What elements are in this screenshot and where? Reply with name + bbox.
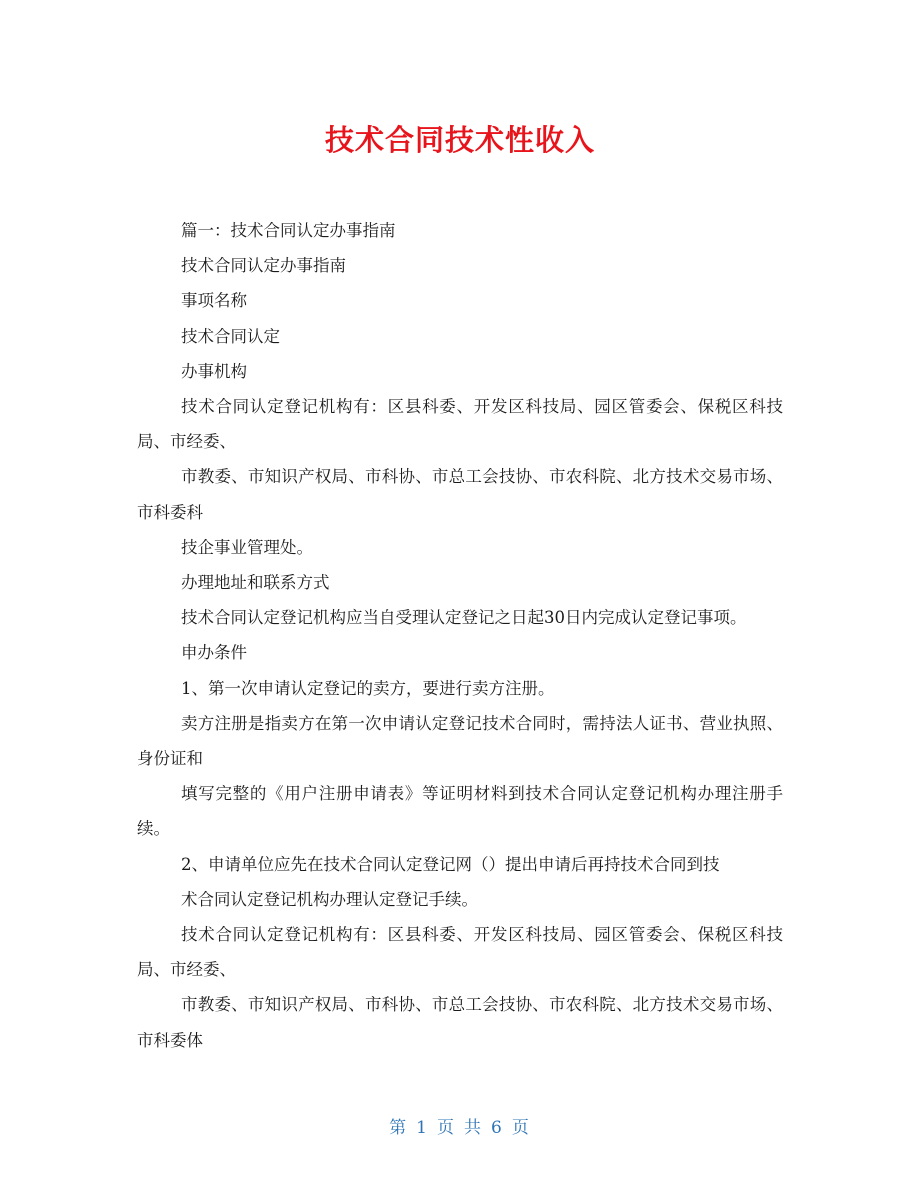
paragraph: 技术合同认定办事指南 [181,256,346,276]
footer-page-mid: 页 [437,1118,456,1138]
paragraph: 事项名称 [181,291,247,311]
paragraph: 市教委、市知识产权局、市科协、市总工会技协、市农科院、北方技术交易市场、市科委体 [137,995,783,1050]
paragraph: 办事机构 [181,361,247,381]
document-title: 技术合同技术性收入 [324,123,595,157]
footer-total-prefix: 共 [464,1118,483,1138]
paragraph: 2、申请单位应先在技术合同认定登记网（）提出申请后再持技术合同到技 [181,854,720,874]
page-footer [0,1113,920,1138]
paragraph: 卖方注册是指卖方在第一次申请认定登记技术合同时，需持法人证书、营业执照、身份证和 [137,713,783,769]
paragraph: 术合同认定登记机构办理认定登记手续。 [181,889,478,909]
footer-page-prefix: 第 [389,1118,409,1138]
document-body [137,213,783,1058]
footer-total-pages: 6 [491,1118,504,1138]
paragraph: 申办条件 [181,643,247,663]
footer-current-page: 1 [416,1118,429,1138]
paragraph: 技术合同认定登记机构有：区县科委、开发区科技局、园区管委会、保税区科技局、市经委、 [137,925,783,980]
paragraph: 技术合同认定 [181,326,280,346]
paragraph: 办理地址和联系方式 [181,573,330,593]
paragraph: 填写完整的《用户注册申请表》等证明材料到技术合同认定登记机构办理注册手续。 [137,784,783,839]
footer-total-suffix: 页 [511,1118,531,1138]
paragraph: 技术合同认定登记机构有：区县科委、开发区科技局、园区管委会、保税区科技局、市经委、 [137,397,783,452]
paragraph: 市教委、市知识产权局、市科协、市总工会技协、市农科院、北方技术交易市场、市科委科 [137,467,783,522]
paragraph: 技企事业管理处。 [181,537,313,557]
paragraph: 篇一：技术合同认定办事指南 [181,221,396,240]
paragraph: 技术合同认定登记机构应当自受理认定登记之日起30日内完成认定登记事项。 [181,608,747,628]
paragraph: 1、第一次申请认定登记的卖方，要进行卖方注册。 [181,678,555,698]
